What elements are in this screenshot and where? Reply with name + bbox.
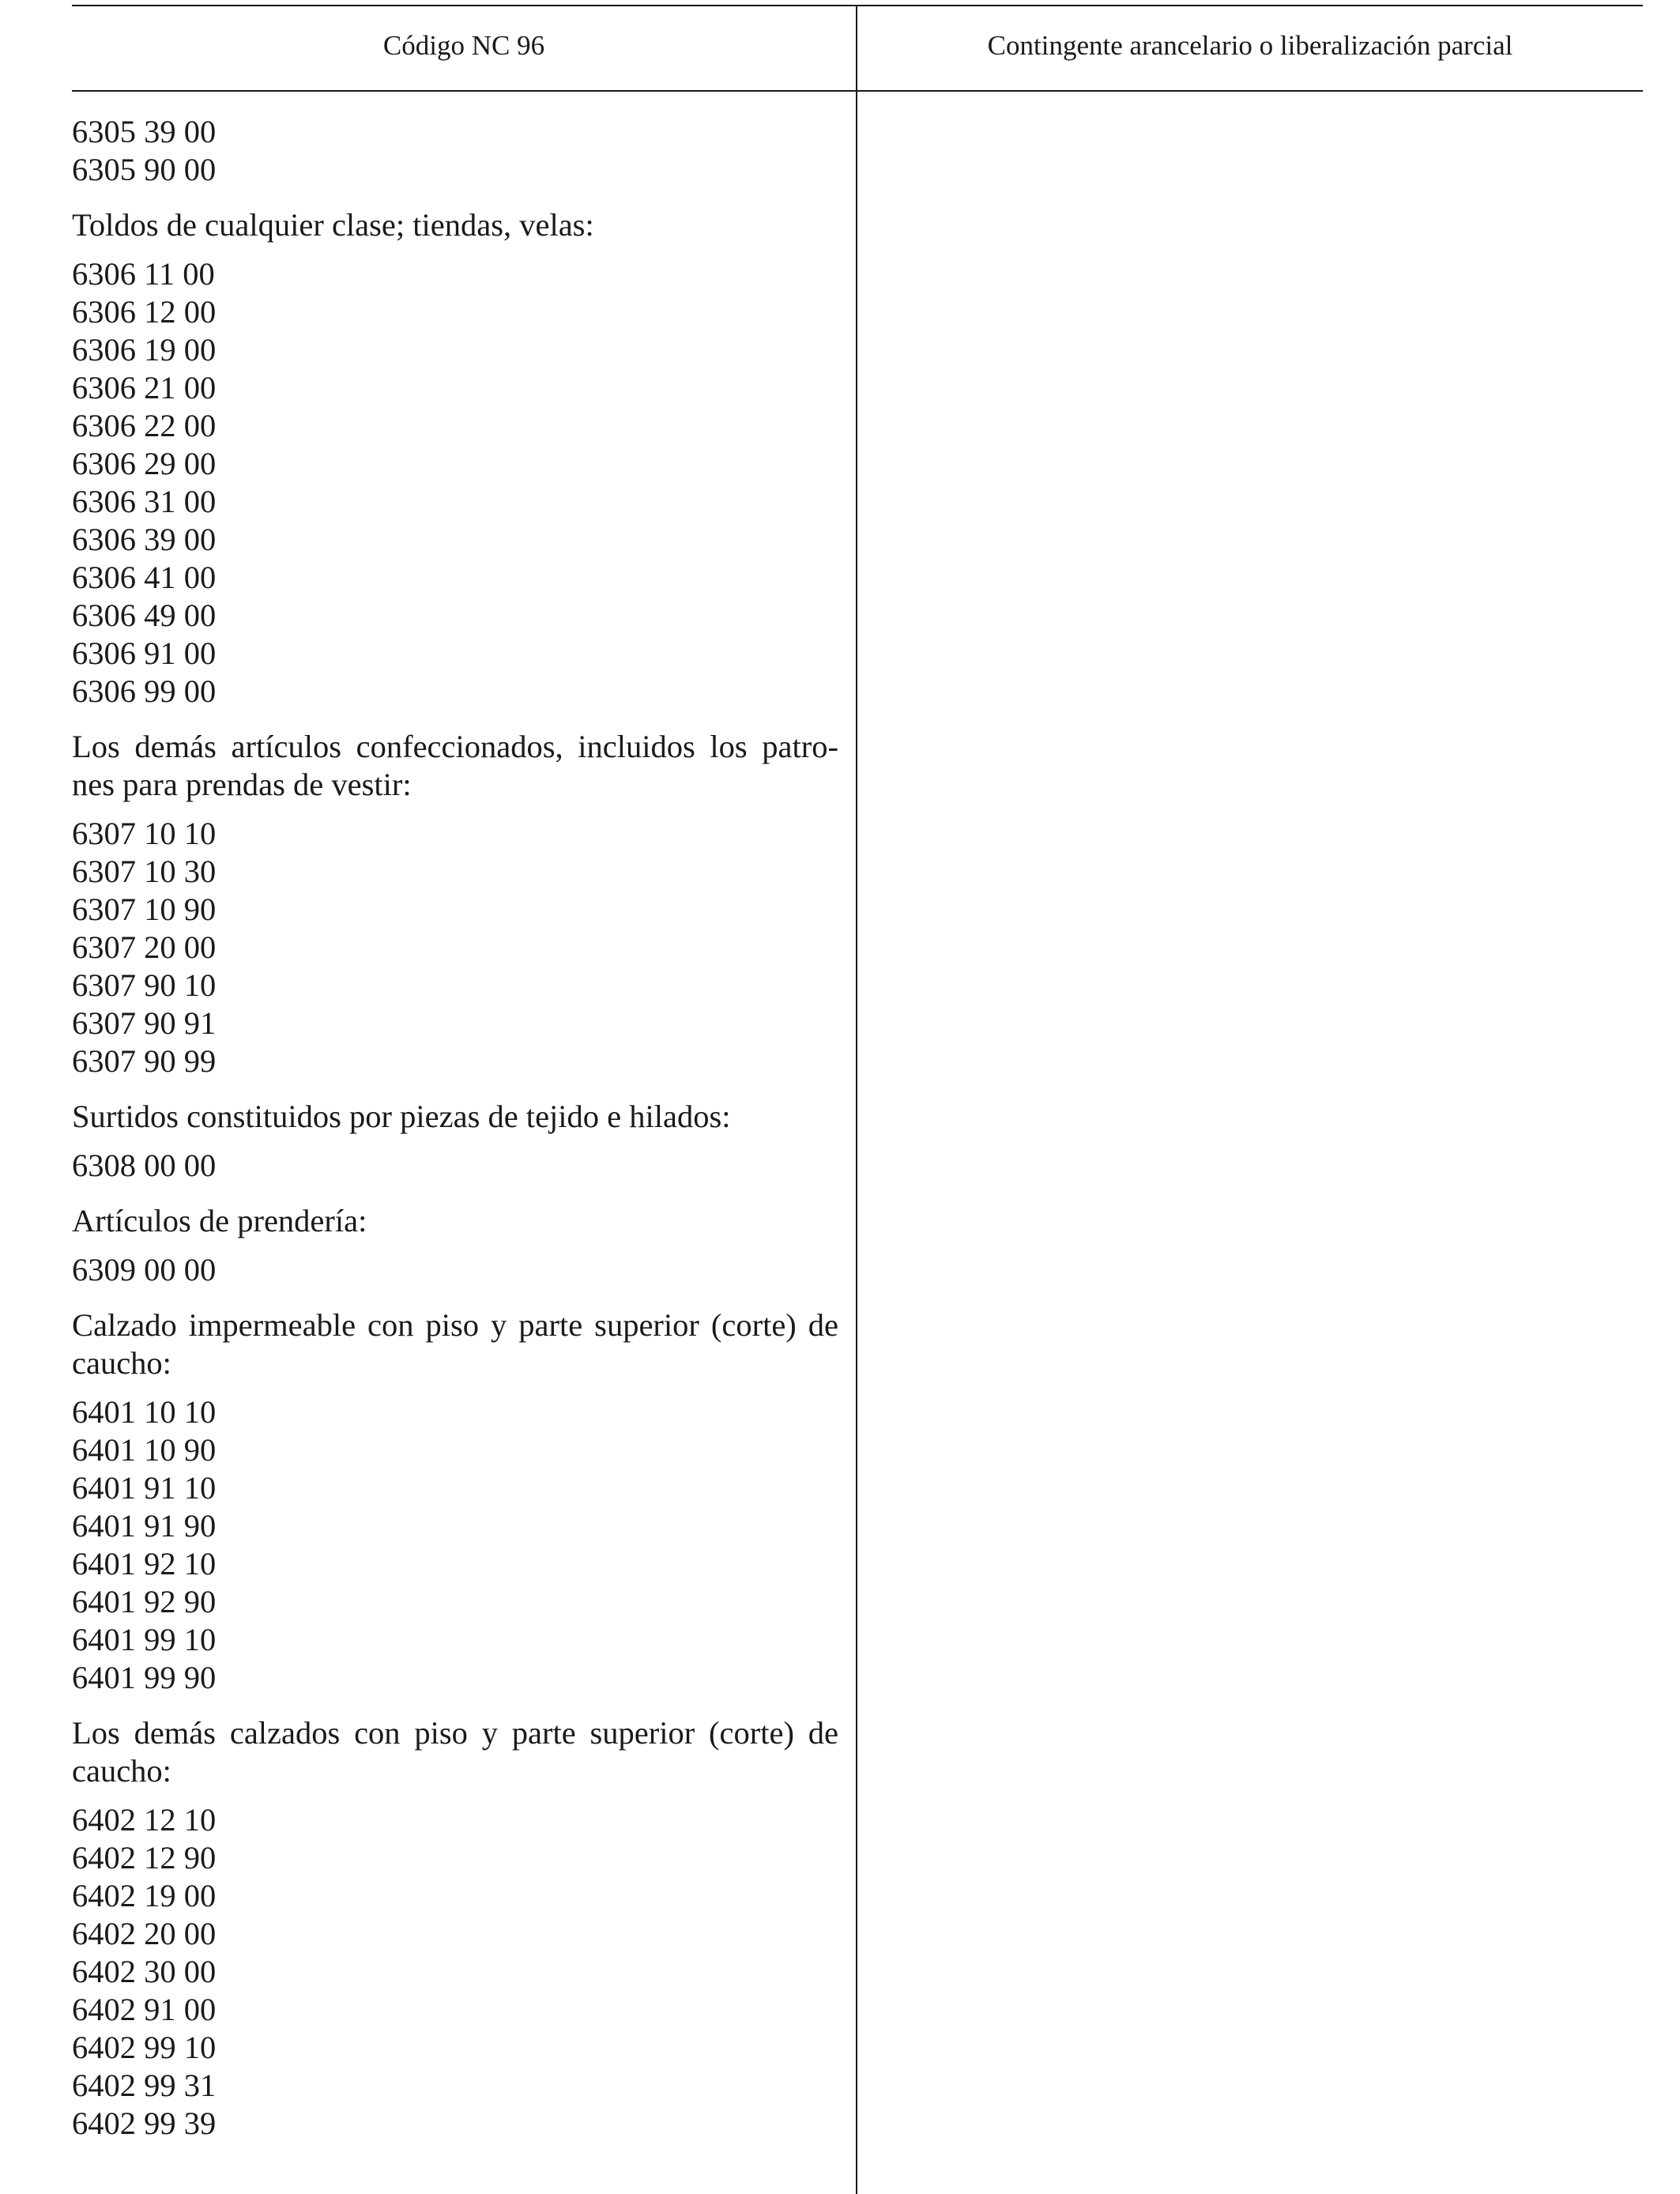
nc-code: 6401 92 10 — [72, 1546, 217, 1581]
nc-code: 6308 00 00 — [72, 1148, 217, 1183]
section-description-line: Calzado impermeable con piso y parte superior (corte) de — [72, 1307, 838, 1343]
column-header-quota: Contingente arancelario o liberalización parcial — [987, 30, 1513, 61]
nc-code: 6307 90 91 — [72, 1005, 217, 1041]
nc-code: 6401 92 90 — [72, 1584, 217, 1619]
nc-code: 6402 12 10 — [72, 1802, 217, 1838]
nc-code: 6307 10 90 — [72, 892, 217, 927]
nc-code: 6306 49 00 — [72, 598, 217, 633]
code-list — [72, 1251, 838, 1289]
code-list — [72, 255, 838, 711]
nc-code: 6306 39 00 — [72, 522, 217, 557]
nc-code: 6309 00 00 — [72, 1252, 217, 1287]
nc-code: 6306 11 00 — [72, 256, 215, 292]
nc-code: 6306 19 00 — [72, 332, 217, 368]
section-description — [72, 728, 838, 804]
section-description — [72, 1306, 838, 1382]
nc-code: 6402 99 10 — [72, 2030, 217, 2065]
nc-code: 6307 90 99 — [72, 1043, 217, 1079]
nc-code: 6306 22 00 — [72, 408, 217, 443]
section-description-line: nes para prendas de vestir: — [72, 767, 412, 802]
nc-code: 6402 99 39 — [72, 2105, 217, 2141]
nc-code: 6306 12 00 — [72, 294, 217, 330]
nc-code: 6307 90 10 — [72, 967, 217, 1003]
nc-code: 6401 91 90 — [72, 1508, 217, 1544]
nc-code: 6402 12 90 — [72, 1840, 217, 1875]
section-description-line: Los demás artículos confeccionados, incluidos los patro- — [72, 729, 838, 764]
nc-code: 6306 29 00 — [72, 446, 217, 481]
nc-code: 6402 91 00 — [72, 1992, 217, 2027]
table-top-rule — [72, 5, 1643, 6]
column-header-code: Código NC 96 — [382, 30, 545, 61]
nc-code: 6401 91 10 — [72, 1470, 217, 1506]
nc-code: 6402 30 00 — [72, 1954, 217, 1989]
code-list — [72, 815, 838, 1080]
code-column-content — [72, 113, 838, 2143]
code-list — [72, 1393, 838, 1697]
section-description: Toldos de cualquier clase; tiendas, velas: — [72, 207, 594, 243]
nc-code: 6306 99 00 — [72, 673, 217, 709]
nc-code: 6305 90 00 — [72, 152, 217, 187]
section-description: Surtidos constituidos por piezas de tejido e hilados: — [72, 1099, 731, 1134]
code-list — [72, 113, 838, 189]
section-description-line: Los demás calzados con piso y parte superior (corte) de — [72, 1715, 838, 1751]
nc-code: 6401 10 90 — [72, 1432, 217, 1468]
section-description-line: caucho: — [72, 1753, 171, 1789]
nc-code: 6402 19 00 — [72, 1878, 217, 1913]
nc-code: 6402 20 00 — [72, 1916, 217, 1951]
nc-code: 6305 39 00 — [72, 114, 217, 149]
nc-code: 6306 21 00 — [72, 370, 217, 405]
column-divider — [856, 5, 857, 2194]
nc-code: 6401 99 90 — [72, 1660, 217, 1695]
nc-code: 6306 41 00 — [72, 560, 217, 595]
nc-code: 6401 10 10 — [72, 1394, 217, 1430]
nc-code: 6307 10 30 — [72, 854, 217, 889]
section-description — [72, 1714, 838, 1790]
table-header-rule — [72, 90, 1643, 92]
section-description: Artículos de prendería: — [72, 1203, 367, 1238]
nc-code: 6306 91 00 — [72, 635, 217, 671]
nc-code: 6402 99 31 — [72, 2068, 217, 2103]
code-list — [72, 1801, 838, 2143]
nc-code: 6307 10 10 — [72, 816, 217, 851]
nc-code: 6401 99 10 — [72, 1622, 217, 1657]
nc-code: 6306 31 00 — [72, 484, 217, 519]
code-list — [72, 1147, 838, 1185]
nc-code: 6307 20 00 — [72, 929, 217, 965]
section-description-line: caucho: — [72, 1345, 171, 1381]
